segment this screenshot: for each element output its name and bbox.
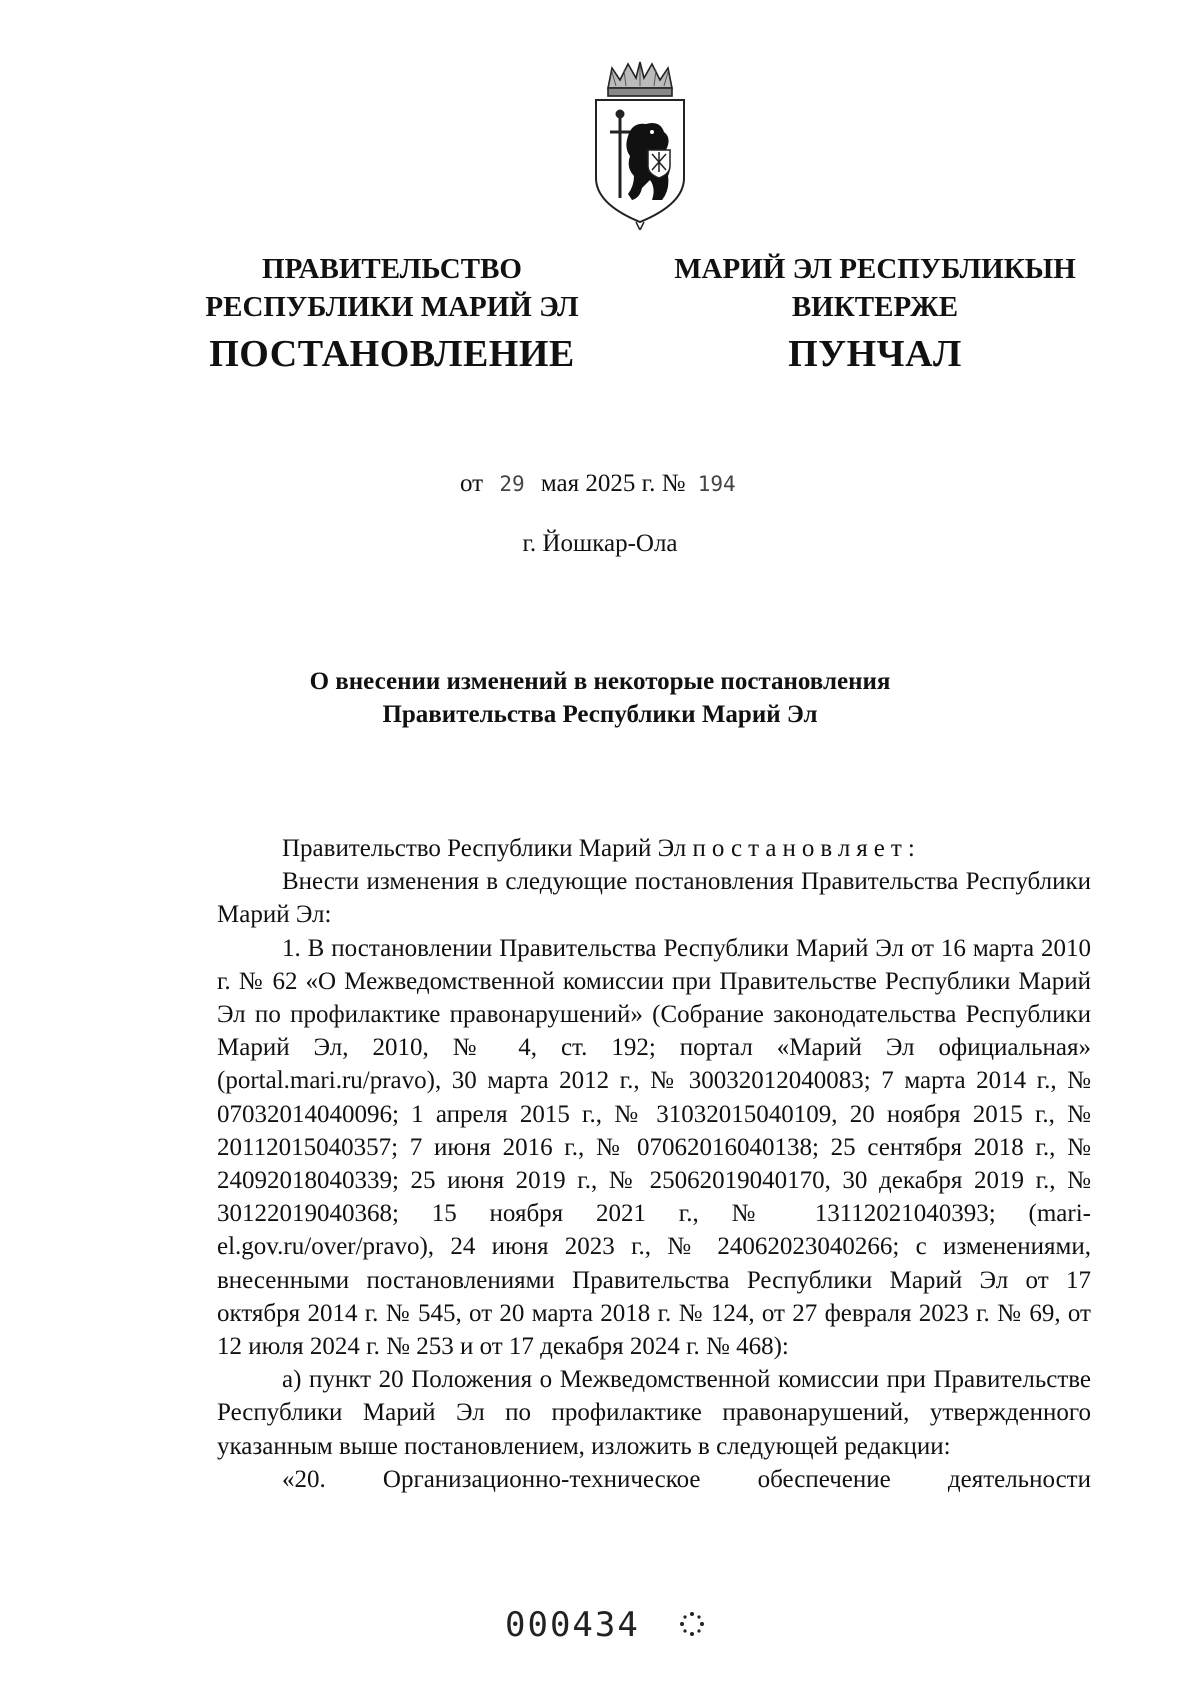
asterisk-mark-icon [678, 1610, 706, 1638]
body-paragraph: Внести изменения в следующие постановления Правительства Республики Марий Эл: [217, 868, 1091, 929]
date-rest: мая 2025 г. № [540, 470, 686, 497]
body-paragraph: «20. Организационно-техническое обеспечение деятельности [282, 1465, 1091, 1493]
subject-line: Правительства Республики Марий Эл [382, 701, 818, 728]
resolves-text: Правительство Республики Марий Эл [282, 835, 693, 862]
coat-of-arms-icon [590, 58, 690, 230]
org-name-line: МАРИЙ ЭЛ РЕСПУБЛИКЫН [674, 253, 1076, 285]
body-paragraph [217, 832, 1091, 865]
subject-line: О внесении изменений в некоторые постановления [309, 668, 891, 695]
date-prefix: от [460, 470, 484, 497]
city-name: г. Йошкар-Ола [522, 530, 678, 557]
resolves-keyword: постановляет: [692, 835, 921, 862]
date-day: 29 [499, 472, 525, 496]
org-name-line: РЕСПУБЛИКИ МАРИЙ ЭЛ [205, 291, 579, 323]
doc-type-russian: ПОСТАНОВЛЕНИЕ [209, 333, 575, 375]
org-name-line: ВИКТЕРЖЕ [791, 291, 959, 323]
org-name-line: ПРАВИТЕЛЬСТВО [262, 253, 522, 285]
body-paragraph: а) пункт 20 Положения о Межведомственной комиссии при Правительстве Республики Марий Эл по профилактике правонарушений, утвержденного указанным выше постановлением, изложить в следующей редакции: [217, 1366, 1091, 1460]
body-paragraph: 1. В постановлении Правительства Республики Марий Эл от 16 марта 2010 г. № 62 «О Межведомственной комиссии при Правительстве Республики Марий Эл по профилактике правонарушений» (Собрание законодательства Республики Марий Эл, 2010, № 4, ст. 192; портал «Марий Эл официальная» (portal.mari.ru/pravo), 30 марта 2012 г., № 30032012040083; 7 марта 2014 г., № 07032014040096; 1 апреля 2015 г., № 31032015040109, 20 ноября 2015 г., № 20112015040357; 7 июня 2016 г., № 07062016040138; 25 сентября 2018 г., № 24092018040339; 25 июня 2019 г., № 25062019040170, 30 декабря 2019 г., № 30122019040368; 15 ноября 2021 г., № 13112021040393; (mari-el.gov.ru/over/pravo), 24 июня 2023 г., № 24062023040266; с изменениями, внесенными постановлениями Правительства Республики Марий Эл от 17 октября 2014 г. № 545, от 20 марта 2018 г. № 124, от 27 февраля 2023 г. № 69, от 12 июля 2024 г. № 253 и от 17 декабря 2024 г. № 468): [217, 934, 1091, 1361]
doc-type-mari: ПУНЧАЛ [788, 333, 962, 375]
document-number: 194 [697, 472, 736, 496]
date-line [460, 470, 736, 498]
serial-number: 000434 [505, 1605, 640, 1645]
org-name-mari [655, 250, 1095, 326]
document-body [217, 832, 1091, 1496]
org-name-russian [182, 250, 602, 326]
document-subject [200, 665, 1000, 731]
